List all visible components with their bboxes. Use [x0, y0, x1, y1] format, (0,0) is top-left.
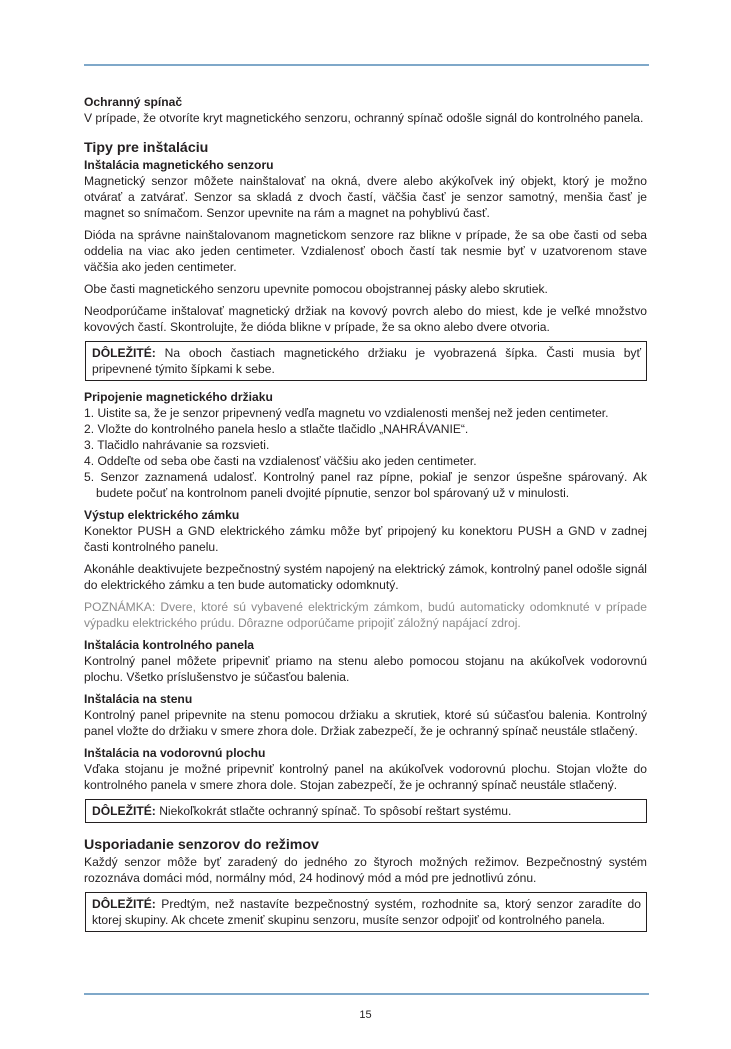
pairing-step: 4. Oddeľte od seba obe časti na vzdialenosť väčšiu ako jeden centimeter.	[84, 454, 477, 468]
important-text: Predtým, než nastavíte bezpečnostný systém, rozhodnite sa, ktorý senzor zaradíte do ktorej skupiny. Ak chcete zmeniť skupinu senzoru, musíte senzor odpojiť od kontrolného panela.	[92, 897, 641, 927]
important-box-groups	[85, 892, 647, 932]
important-box-arrows	[85, 341, 647, 381]
panel-install-text: Kontrolný panel môžete pripevniť priamo na stenu alebo pomocou stojanu na akúkoľvek vodorovnú plochu. Všetko príslušenstvo je súčasťou balenia.	[84, 654, 647, 684]
important-text: Niekoľkokrát stlačte ochranný spínač. To spôsobí reštart systému.	[155, 804, 512, 818]
wall-install-text: Kontrolný panel pripevnite na stenu pomocou držiaku a skrutiek, ktoré sú súčasťou balenia. Kontrolný panel vložte do držiaku v smere zhora dole. Držiak zabezpečí, že je ochranný spínač neustále stlačený.	[84, 708, 647, 738]
footer-rule	[84, 993, 649, 995]
important-label: DÔLEŽITÉ:	[92, 897, 156, 911]
pairing-heading: Pripojenie magnetického držiaku	[84, 390, 273, 404]
mag-install-paragraph-3: Obe časti magnetického senzoru upevnite pomocou obojstrannej pásky alebo skrutiek.	[84, 282, 548, 296]
mag-install-paragraph-4: Neodporúčame inštalovať magnetický držiak na kovový povrch alebo do miest, kde je veľké množstvo kovových častí. Skontrolujte, že dióda blikne v prípade, že sa okno alebo dvere otvoria.	[84, 304, 647, 334]
modes-heading: Usporiadanie senzorov do režimov	[84, 837, 319, 853]
pairing-steps	[84, 405, 647, 501]
pairing-step: 2. Vložte do kontrolného panela heslo a stlačte tlačidlo „NAHRÁVANIE“.	[84, 422, 469, 436]
pairing-step: 1. Uistite sa, že je senzor pripevnený vedľa magnetu vo vzdialenosti menšej než jeden centimeter.	[84, 406, 609, 420]
important-label: DÔLEŽITÉ:	[92, 804, 156, 818]
pairing-step: 5. Senzor zaznamená udalosť. Kontrolný panel raz pípne, pokiaľ je senzor úspešne spárovaný. Ak budete počuť na kontrolnom paneli dvojité pípnutie, senzor bol spárovaný už v minulosti.	[84, 470, 647, 500]
header-rule	[84, 64, 649, 66]
important-box-restart	[85, 799, 647, 823]
page-content	[84, 94, 647, 932]
lock-note: POZNÁMKA: Dvere, ktoré sú vybavené elektrickým zámkom, budú automaticky odomknuté v prípade výpadku elektrického prúdu. Dôrazne odporúčame pripojiť záložný napájací zdroj.	[84, 600, 647, 630]
lock-heading: Výstup elektrického zámku	[84, 508, 240, 522]
important-text: Na oboch častiach magnetického držiaku je vyobrazená šípka. Časti musia byť pripevnené týmito šípkami k sebe.	[92, 346, 641, 376]
pairing-step: 3. Tlačidlo nahrávanie sa rozsvieti.	[84, 438, 270, 452]
mag-install-paragraph-2: Dióda na správne nainštalovanom magnetickom senzore raz blikne v prípade, že sa obe časti od seba oddelia na viac ako jeden centimeter. Vzdialenosť oboch častí tak nesmie byť v uzatvorenom stave väčšia ako jeden centimeter.	[84, 228, 647, 274]
lock-paragraph-1: Konektor PUSH a GND elektrického zámku môže byť pripojený ku konektoru PUSH a GND v zadnej časti kontrolného panelu.	[84, 524, 647, 554]
surface-install-text: Vďaka stojanu je možné pripevniť kontrolný panel na akúkoľvek vodorovnú plochu. Stojan vložte do kontrolného panela v smere zhora dole. Stojan zabezpečí, že je ochranný spínač neustále stlačený.	[84, 762, 647, 792]
mag-install-heading: Inštalácia magnetického senzoru	[84, 158, 274, 172]
surface-install-heading: Inštalácia na vodorovnú plochu	[84, 746, 266, 760]
tamper-heading: Ochranný spínač	[84, 95, 183, 109]
lock-paragraph-2: Akonáhle deaktivujete bezpečnostný systém napojený na elektrický zámok, kontrolný panel odošle signál do elektrického zámku a ten bude automaticky odomknutý.	[84, 562, 647, 592]
tips-heading: Tipy pre inštaláciu	[84, 140, 209, 156]
panel-install-heading: Inštalácia kontrolného panela	[84, 638, 255, 652]
tamper-text: V prípade, že otvoríte kryt magnetického senzoru, ochranný spínač odošle signál do kontrolného panela.	[84, 111, 644, 125]
page-number: 15	[359, 1009, 372, 1021]
mag-install-paragraph-1: Magnetický senzor môžete nainštalovať na okná, dvere alebo akýkoľvek iný objekt, ktorý je možno otvárať a zatvárať. Senzor sa skladá z dvoch častí, väčšia časť je senzor samotný, menšia časť je magnet so snímačom. Senzor upevnite na rám a magnet na pohyblivú časť.	[84, 174, 647, 220]
important-label: DÔLEŽITÉ:	[92, 346, 156, 360]
modes-text: Každý senzor môže byť zaradený do jedného zo štyroch možných režimov. Bezpečnostný systém rozoznáva domáci mód, normálny mód, 24 hodinový mód a mód pre jednotlivú zónu.	[84, 855, 647, 885]
wall-install-heading: Inštalácia na stenu	[84, 692, 193, 706]
